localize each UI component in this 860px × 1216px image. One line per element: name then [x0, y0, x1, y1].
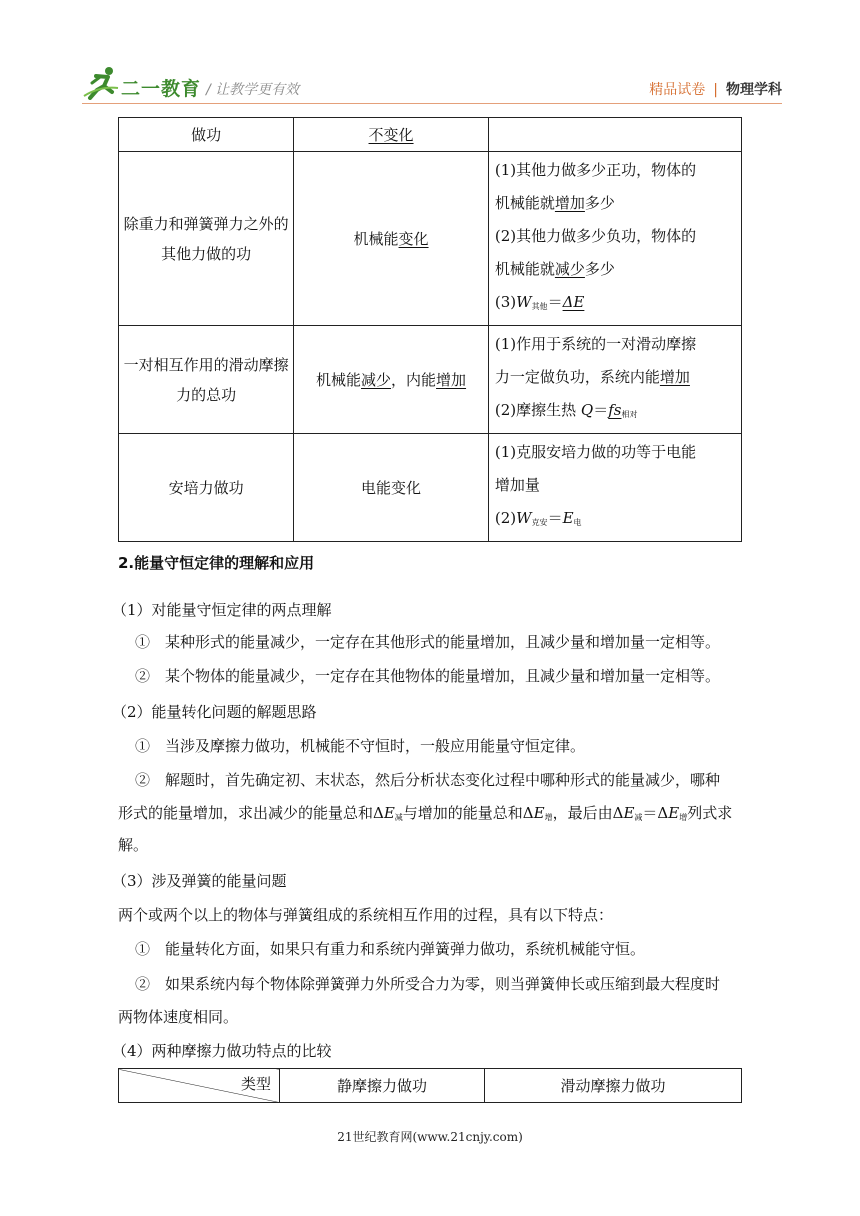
diagonal-header-cell — [119, 1069, 280, 1103]
table-cell: 电能变化 — [294, 434, 489, 542]
subscript: 其他 — [531, 302, 548, 311]
underlined-text: ΔE — [562, 293, 585, 311]
cell-text: ＝ — [547, 509, 563, 527]
cell-line — [495, 394, 737, 431]
table-header-cell: 滑动摩擦力做功 — [485, 1069, 742, 1103]
math-symbol: Q — [580, 401, 594, 419]
underlined-text: fs — [608, 401, 622, 419]
cell-text: (3) — [494, 293, 517, 311]
brand-slogan: / 让教学更有效 — [206, 82, 300, 98]
table-cell: 做功 — [119, 118, 294, 152]
cell-line: (2)其他力做多少负功，物体的 — [494, 227, 697, 245]
subscript: 电 — [573, 518, 582, 527]
text-span: 与增加的能量总和Δ — [402, 804, 534, 822]
math-symbol: E — [562, 509, 574, 527]
subsection-title: （2）能量转化问题的解题思路 — [112, 703, 317, 721]
energy-work-table — [118, 117, 742, 542]
list-item: ② 某个物体的能量减少，一定存在其他物体的能量增加，且减少量和增加量一定相等。 — [135, 667, 721, 685]
subscript: 增 — [544, 813, 553, 822]
header-divider — [82, 103, 782, 104]
cell-line: (1)克服安培力做的功等于电能 — [494, 443, 697, 461]
list-item: ① 当涉及摩擦力做功，机械能不守恒时，一般应用能量守恒定律。 — [135, 737, 586, 755]
table-cell: 除重力和弹簧弹力之外的其他力做的功 — [119, 152, 294, 326]
cell-line — [495, 286, 737, 323]
paragraph: 两个或两个以上的物体与弹簧组成的系统相互作用的过程，具有以下特点： — [118, 906, 614, 924]
list-item: ② 如果系统内每个物体除弹簧弹力外所受合力为零，则当弹簧伸长或压缩到最大程度时 — [135, 975, 721, 993]
text-span: ＝Δ — [642, 804, 669, 822]
table-row — [119, 326, 742, 434]
cell-line — [495, 361, 737, 394]
list-item-continued: 解。 — [118, 836, 149, 854]
table-cell — [294, 152, 489, 326]
table-row — [119, 434, 742, 542]
cell-text: 力一定做负功，系统内能 — [494, 368, 660, 386]
subscript: 相对 — [621, 410, 638, 419]
math-symbol: E — [533, 804, 545, 822]
cell-line: 增加量 — [494, 476, 540, 494]
table-row — [119, 152, 742, 326]
cell-text: (2)摩擦生热 — [494, 401, 581, 419]
text-span: 列式求 — [687, 804, 733, 822]
section-title: 2.能量守恒定律的理解和应用 — [118, 554, 315, 572]
tag-separator: | — [713, 82, 718, 98]
table-cell — [488, 434, 741, 542]
cell-text: 机械能 — [353, 229, 399, 248]
header-tags — [649, 79, 782, 99]
cell-text: 多少 — [584, 194, 615, 212]
brand-name: 二一教育 — [121, 78, 202, 100]
cell-text: 多少 — [584, 260, 615, 278]
list-item: ① 能量转化方面，如果只有重力和系统内弹簧弹力做功，系统机械能守恒。 — [135, 940, 646, 958]
cell-text: 机械能 — [316, 370, 362, 389]
table-cell — [488, 118, 741, 152]
text-span: ，最后由Δ — [552, 804, 624, 822]
math-symbol: E — [383, 804, 395, 822]
subscript: 减 — [394, 813, 403, 822]
page-header — [0, 0, 860, 110]
subscript: 减 — [634, 813, 643, 822]
table-cell — [488, 326, 741, 434]
cell-text: 机械能就 — [494, 194, 555, 212]
underlined-text: 不变化 — [368, 125, 414, 144]
table-row — [119, 1069, 742, 1103]
subsection-title: （1）对能量守恒定律的两点理解 — [112, 601, 332, 619]
math-symbol: W — [516, 509, 532, 527]
list-item: ① 某种形式的能量减少，一定存在其他形式的能量增加，且减少量和增加量一定相等。 — [135, 633, 721, 651]
tag-exam: 精品试卷 — [649, 82, 706, 98]
cell-line — [495, 253, 737, 286]
math-symbol: E — [668, 804, 680, 822]
subsection-title: （3）涉及弹簧的能量问题 — [112, 872, 287, 890]
math-symbol: E — [623, 804, 635, 822]
underlined-text: 变化 — [398, 229, 429, 248]
math-symbol: W — [516, 293, 532, 311]
underlined-text: 减少 — [361, 370, 392, 389]
cell-line: (1)其他力做多少正功，物体的 — [494, 161, 697, 179]
cell-line: (1)作用于系统的一对滑动摩擦 — [494, 335, 697, 353]
table-cell — [488, 152, 741, 326]
tag-subject: 物理学科 — [726, 82, 782, 98]
list-item-continued: 两物体速度相同。 — [118, 1008, 239, 1026]
cell-line — [495, 502, 737, 539]
cell-text: 机械能就 — [494, 260, 555, 278]
underlined-text: 增加 — [554, 194, 585, 212]
table-cell: 安培力做功 — [119, 434, 294, 542]
cell-text: ，内能 — [391, 370, 437, 389]
subscript: 克安 — [531, 518, 548, 527]
page-footer: 21世纪教育网(www.21cnjy.com) — [337, 1130, 523, 1144]
table-header-cell: 静摩擦力做功 — [280, 1069, 485, 1103]
underlined-text: 增加 — [436, 370, 467, 389]
underlined-text: 增加 — [659, 368, 690, 386]
header-label: 类型 — [240, 1075, 271, 1093]
running-man-logo-icon — [82, 66, 120, 100]
list-item-continued — [118, 802, 732, 823]
cell-text: ＝ — [593, 401, 609, 419]
cell-text: (2) — [494, 509, 517, 527]
underlined-text: 减少 — [554, 260, 585, 278]
friction-comparison-table — [118, 1068, 742, 1103]
subscript: 增 — [679, 813, 688, 822]
cell-line — [495, 187, 737, 220]
table-cell: 一对相互作用的滑动摩擦力的总功 — [119, 326, 294, 434]
table-cell — [294, 118, 489, 152]
list-item: ② 解题时，首先确定初、末状态，然后分析状态变化过程中哪种形式的能量减少，哪种 — [135, 771, 721, 789]
table-row — [119, 118, 742, 152]
cell-text: ＝ — [547, 293, 563, 311]
text-span: 形式的能量增加，求出减少的能量总和Δ — [118, 804, 384, 822]
table-cell — [294, 326, 489, 434]
subsection-title: （4）两种摩擦力做功特点的比较 — [112, 1042, 332, 1060]
